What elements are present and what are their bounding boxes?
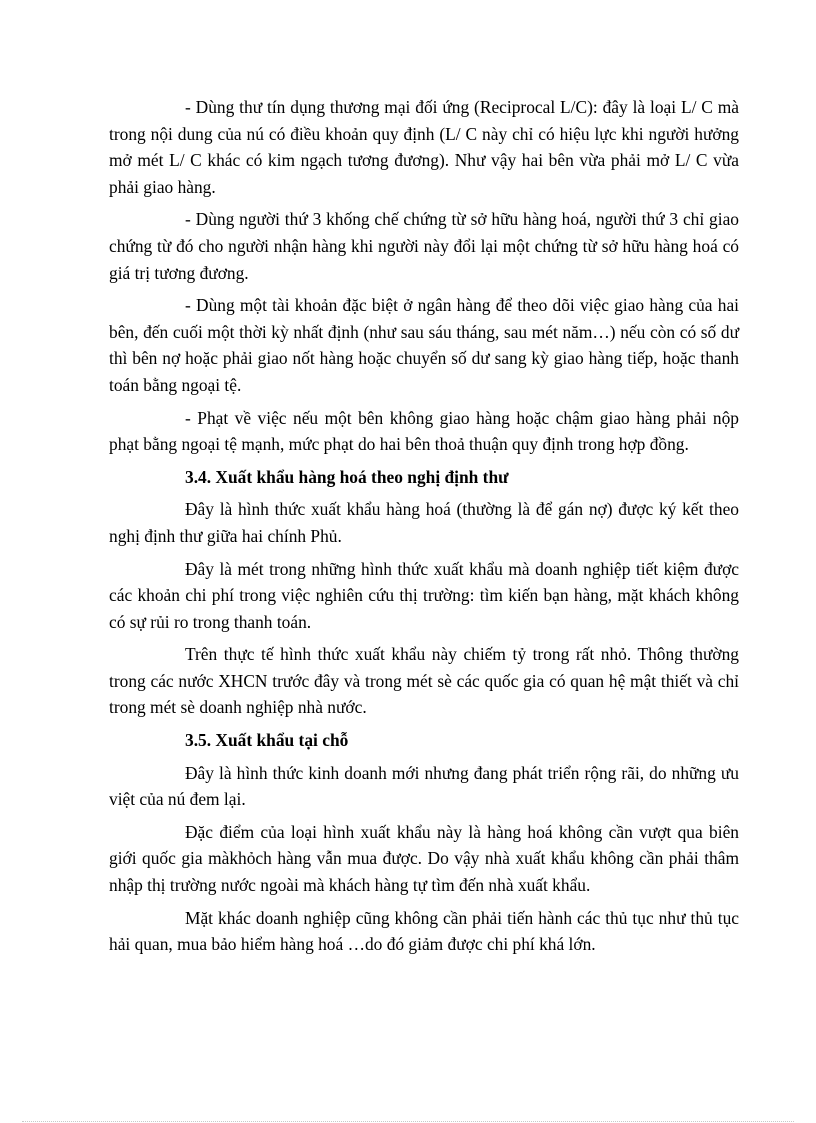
section-heading-3-4: 3.4. Xuất khẩu hàng hoá theo nghị định thư bbox=[185, 466, 509, 487]
paragraph-special-account: - Dùng một tài khoản đặc biệt ở ngân hàng để theo dõi việc giao hàng của hai bên, đến cuối một thời kỳ nhất định (như sau sáu tháng, sau mét năm…) nếu còn có số dư thì bên nợ hoặc phải giao nốt hàng hoặc chuyển số dư sang kỳ giao hàng tiếp, hoặc thanh toán bằng ngoại tệ. bbox=[109, 295, 739, 395]
document-body bbox=[109, 94, 739, 964]
paragraph-reciprocal-lc: - Dùng thư tín dụng thương mại đối ứng (Reciprocal L/C): đây là loại L/ C mà trong nội dung của nú có điều khoản quy định (L/ C này chỉ có hiệu lực khi người hưởng mở mét L/ C khác có kim ngạch tương đương). Như vậy hai bên vừa phải mở L/ C vừa phải giao hàng. bbox=[109, 97, 739, 197]
paragraph-penalty: - Phạt về việc nếu một bên không giao hàng hoặc chậm giao hàng phải nộp phạt bằng ngoại tệ mạnh, mức phạt do hai bên thoả thuận quy định trong hợp đồng. bbox=[109, 407, 739, 455]
paragraph-protocol-definition: Đây là hình thức xuất khẩu hàng hoá (thường là để gán nợ) được ký kết theo nghị định thư giữa hai chính Phủ. bbox=[109, 499, 739, 546]
section-heading-3-5: 3.5. Xuất khẩu tại chỗ bbox=[185, 730, 349, 751]
paragraph-onsite-definition: Đây là hình thức kinh doanh mới nhưng đang phát triển rộng rãi, do những ưu việt của nú đem lại. bbox=[109, 762, 739, 810]
paragraph-onsite-features: Đặc điểm của loại hình xuất khẩu này là hàng hoá không cần vượt qua biên giới quốc gia màkhỏch hàng vẫn mua được. Do vậy nhà xuất khẩu không cần phải thâm nhập thị trường nước ngoài mà khách hàng tự tìm đến nhà xuất khẩu. bbox=[109, 821, 739, 896]
paragraph-protocol-share: Trên thực tế hình thức xuất khẩu này chiếm tỷ trong rất nhỏ. Thông thường trong các nước XHCN trước đây và trong mét sè các quốc gia có quan hệ mật thiết và chỉ trong mét sè doanh nghiệp nhà nước. bbox=[109, 644, 739, 718]
paragraph-onsite-costs: Mặt khác doanh nghiệp cũng không cần phải tiến hành các thủ tục như thủ tục hải quan, mua bảo hiểm hàng hoá …do đó giảm được chi phí khá lớn. bbox=[109, 907, 739, 955]
page-bottom-divider bbox=[22, 1121, 794, 1122]
paragraph-third-party: - Dùng người thứ 3 khống chế chứng từ sở hữu hàng hoá, người thứ 3 chỉ giao chứng từ đó cho người nhận hàng khi người này đổi lại một chứng từ sở hữu hàng hoá có giá trị tương đương. bbox=[109, 209, 739, 283]
paragraph-protocol-benefits: Đây là mét trong những hình thức xuất khẩu mà doanh nghiệp tiết kiệm được các khoản chi phí trong việc nghiên cứu thị trường: tìm kiến bạn hàng, mặt khách không có sự rủi ro trong thanh toán. bbox=[109, 558, 739, 632]
